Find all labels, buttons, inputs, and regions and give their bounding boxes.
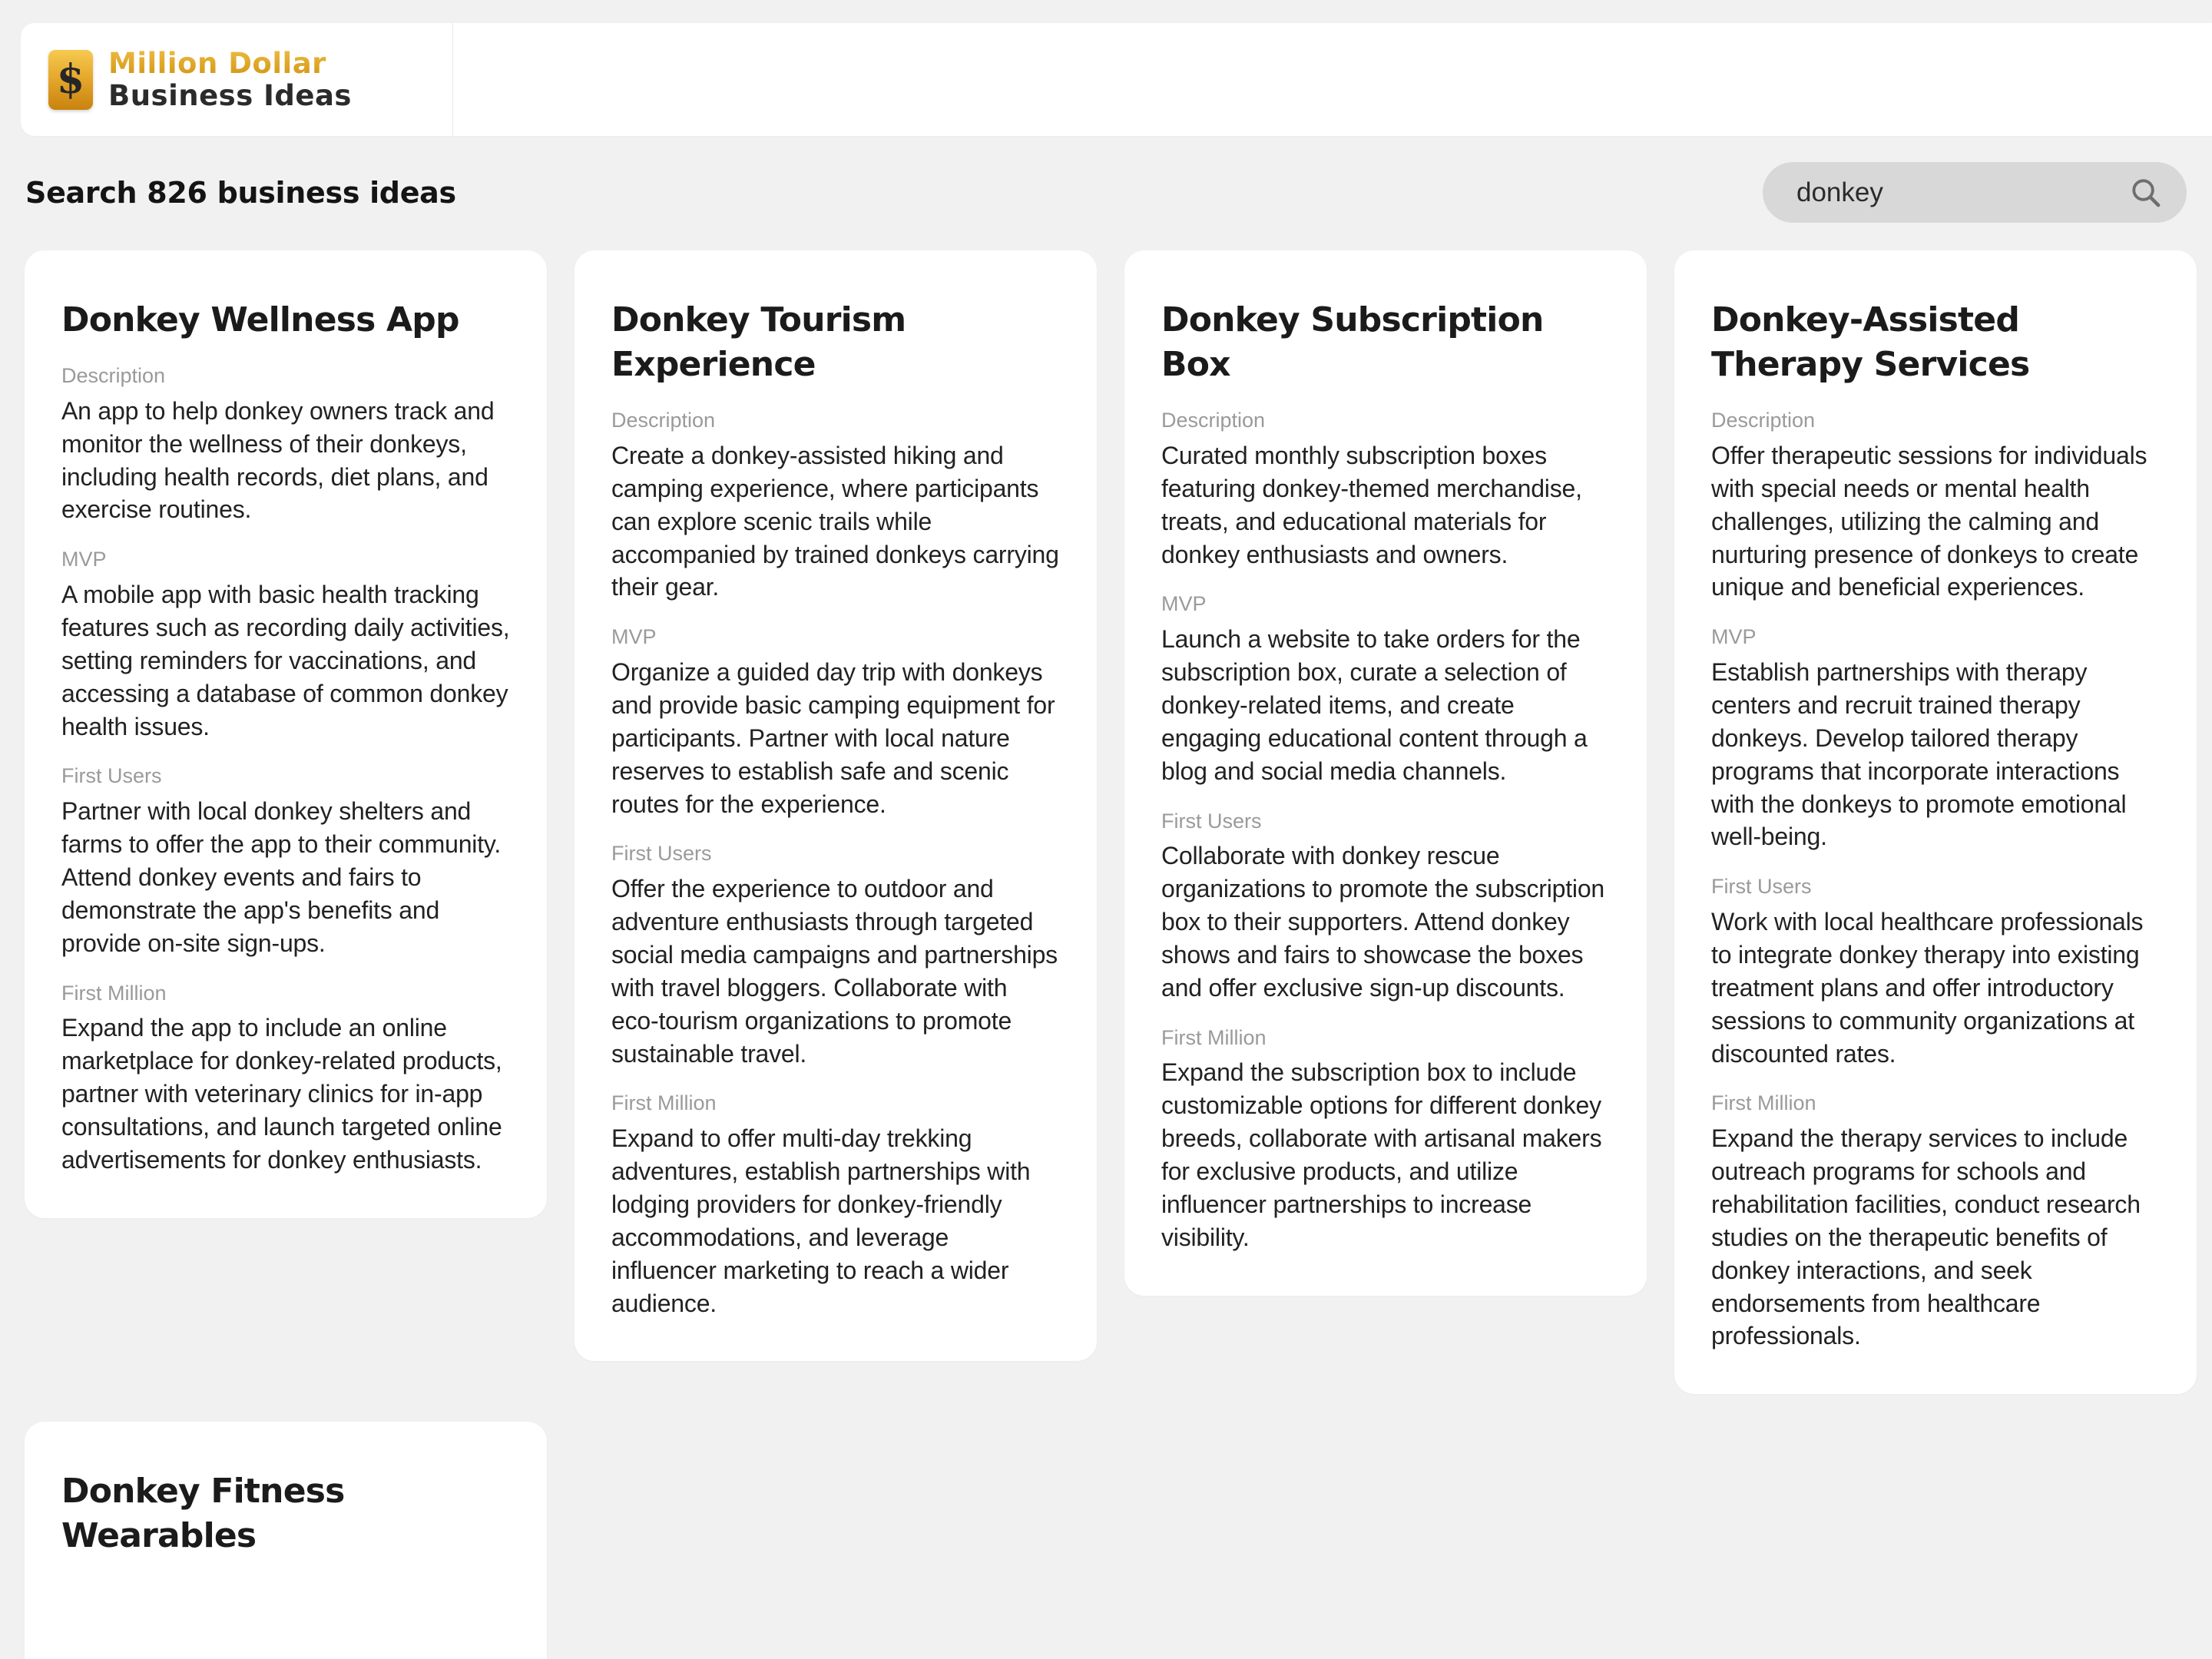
- section-label: MVP: [1161, 592, 1207, 616]
- idea-card[interactable]: [25, 1422, 547, 1659]
- search-heading: Search 826 business ideas: [25, 175, 456, 210]
- section-label: Description: [61, 364, 166, 388]
- search-box[interactable]: [1763, 162, 2187, 223]
- card-title: Donkey Subscription Box: [1161, 300, 1544, 385]
- section-label: Description: [611, 409, 716, 432]
- section-label: Description: [1161, 409, 1266, 432]
- card-title: Donkey Wellness App: [61, 300, 459, 339]
- section-text: Collaborate with donkey rescue organizations to promote the subscription box to their supporters. Attend donkey shows and fairs to showcase the boxes and offer exclusive sign-up discounts.: [1161, 842, 1605, 1002]
- section-label: Description: [1711, 409, 1816, 432]
- idea-card[interactable]: [575, 250, 1097, 1361]
- header-bar: [21, 23, 2212, 136]
- section-text: Expand the subscription box to include customizable options for different donkey breeds, collaborate with artisanal makers for exclusive products, and utilize influencer partnerships to increase visibility.: [1161, 1058, 1602, 1251]
- ideas-grid: [25, 250, 2197, 1659]
- section-label: First Million: [61, 981, 167, 1005]
- logo-line-2: Business Ideas: [108, 78, 352, 112]
- section-label: MVP: [611, 625, 657, 649]
- logo-text: [108, 48, 352, 111]
- idea-card[interactable]: [1674, 250, 2197, 1394]
- section-text: Partner with local donkey shelters and farms to offer the app to their community. Attend donkey events and fairs to demonstrate the app's benefits and provide on-site sign-ups.: [61, 797, 502, 957]
- idea-card[interactable]: [1124, 250, 1647, 1296]
- card-title: Donkey-Assisted Therapy Services: [1711, 300, 2030, 385]
- section-text: Expand the app to include an online marketplace for donkey-related products, partner with veterinary clinics for in-app consultations, and launch targeted online advertisements for donkey enthusiasts.: [61, 1014, 502, 1174]
- section-label: First Users: [1711, 875, 1812, 899]
- search-row: [25, 162, 2187, 223]
- search-input[interactable]: [1796, 177, 2128, 208]
- app-logo[interactable]: [21, 23, 453, 136]
- section-text: Launch a website to take orders for the subscription box, curate a selection of donkey-related items, and create engaging educational content through a blog and social media channels.: [1161, 625, 1588, 785]
- section-text: Curated monthly subscription boxes featuring donkey-themed merchandise, treats, and educational materials for donkey enthusiasts and owners.: [1161, 441, 1582, 568]
- idea-card[interactable]: [25, 250, 547, 1218]
- section-text: Create a donkey-assisted hiking and camping experience, where participants can explore scenic trails while accompanied by trained donkeys carrying their gear.: [611, 441, 1059, 601]
- card-title: Donkey Fitness Wearables: [61, 1472, 345, 1556]
- section-label: First Million: [1711, 1091, 1816, 1115]
- dollar-glyph: $: [56, 55, 85, 103]
- section-text: Offer the experience to outdoor and adventure enthusiasts through targeted social media campaigns and partnerships with travel bloggers. Collaborate with eco-tourism organizations to promote sustainable travel.: [611, 875, 1058, 1068]
- section-label: MVP: [61, 548, 107, 571]
- logo-line-1: Million Dollar: [108, 48, 352, 79]
- section-label: First Users: [611, 842, 712, 866]
- section-text: Organize a guided day trip with donkeys and provide basic camping equipment for participants. Partner with local nature reserves to establish safe and scenic routes for the experience.: [611, 658, 1055, 818]
- section-label: First Users: [1161, 809, 1262, 833]
- dollar-icon: [48, 50, 93, 110]
- card-title: Donkey Tourism Experience: [611, 300, 906, 385]
- search-icon[interactable]: [2128, 175, 2164, 210]
- section-text: Expand the therapy services to include outreach programs for schools and rehabilitation facilities, conduct research studies on the therapeutic benefits of donkey interactions, and seek endorsements from healthcare professionals.: [1711, 1124, 2141, 1350]
- section-text: Offer therapeutic sessions for individuals with special needs or mental health challenges, utilizing the calming and nurturing presence of donkeys to create unique and beneficial experiences.: [1711, 441, 2147, 601]
- section-label: First Million: [611, 1091, 717, 1115]
- section-label: First Users: [61, 764, 162, 788]
- section-label: First Million: [1161, 1025, 1267, 1049]
- section-text: Work with local healthcare professionals to integrate donkey therapy into existing treatment plans and offer introductory sessions to community organizations at discounted rates.: [1711, 908, 2144, 1068]
- section-text: Establish partnerships with therapy centers and recruit trained therapy donkeys. Develop tailored therapy programs that incorporate interactions with the donkeys to promote emotional well-being.: [1711, 658, 2127, 851]
- section-label: MVP: [1711, 625, 1757, 649]
- section-text: A mobile app with basic health tracking features such as recording daily activities, setting reminders for vaccinations, and accessing a database of common donkey health issues.: [61, 581, 510, 740]
- section-text: An app to help donkey owners track and monitor the wellness of their donkeys, including health records, diet plans, and exercise routines.: [61, 396, 495, 524]
- section-text: Expand to offer multi-day trekking adventures, establish partnerships with lodging providers for donkey-friendly accommodations, and leverage influencer marketing to reach a wider audience.: [611, 1124, 1031, 1317]
